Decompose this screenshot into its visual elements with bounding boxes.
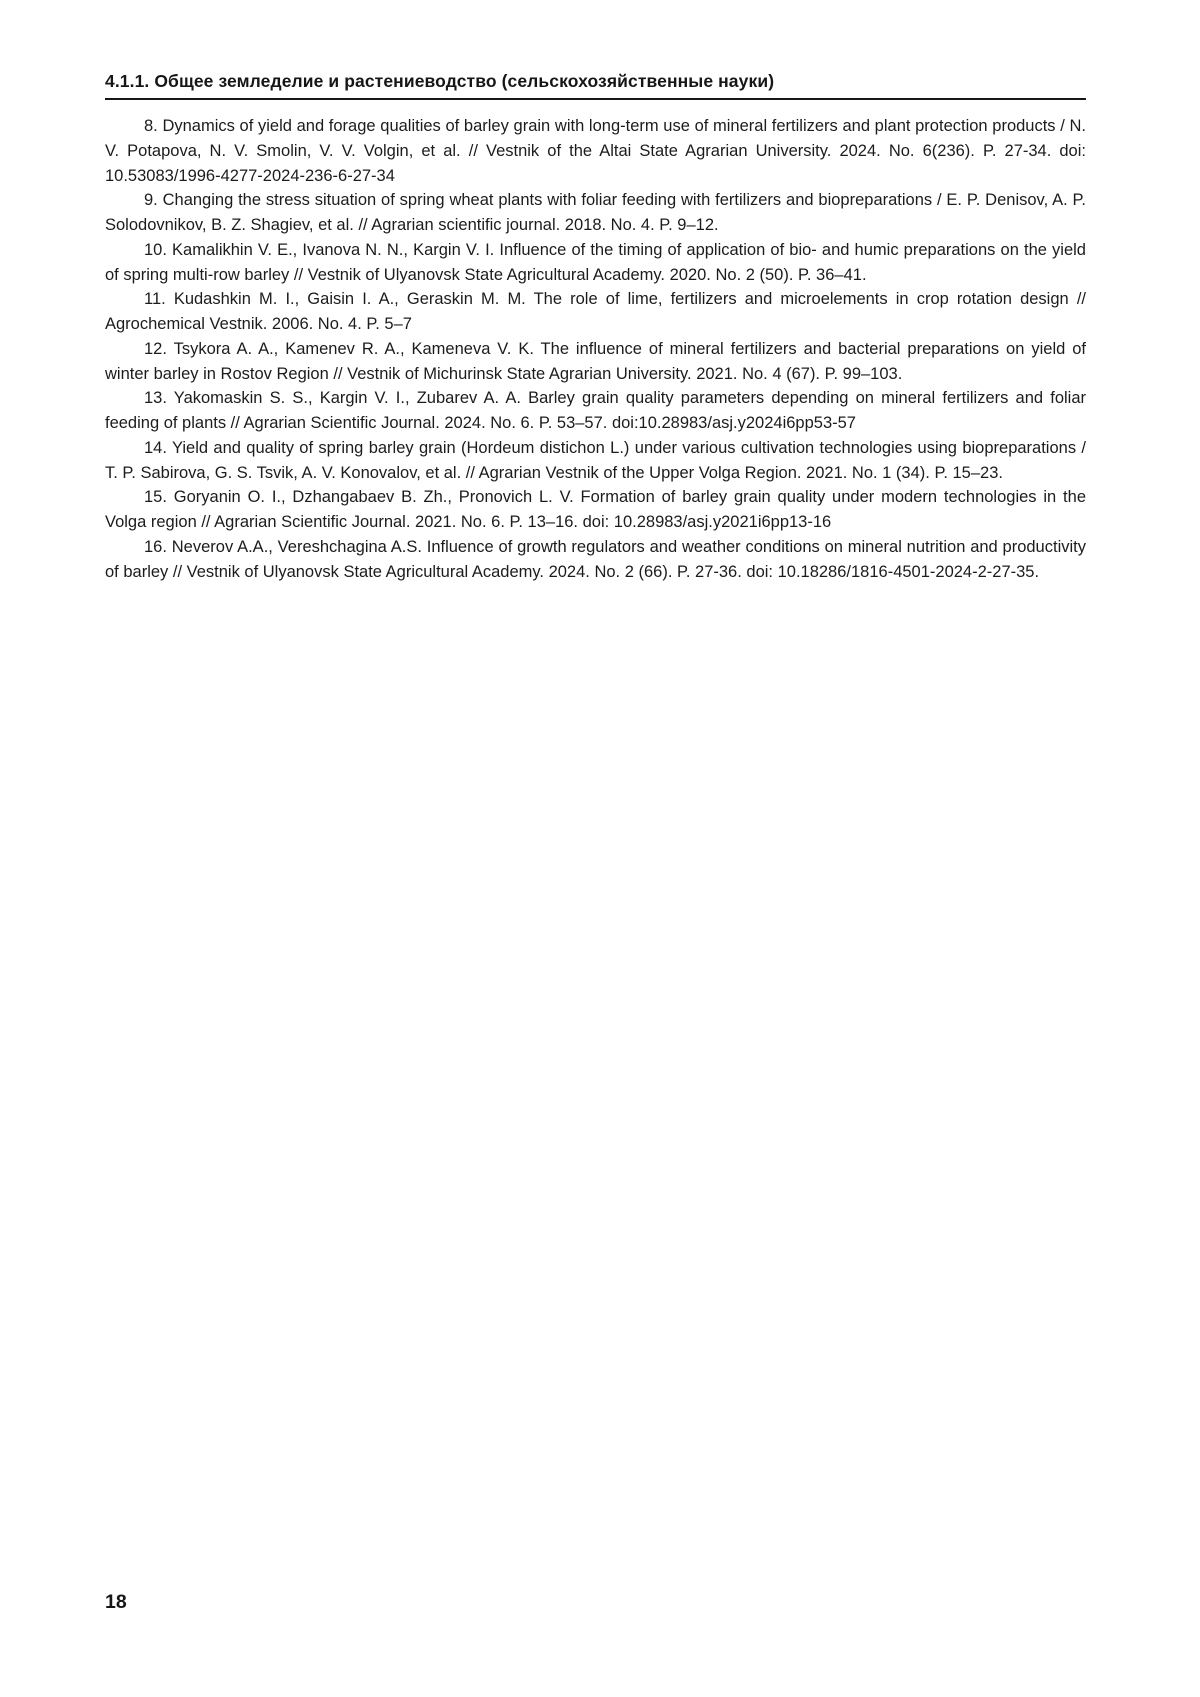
- page-content: [105, 70, 1086, 584]
- reference-item: 13. Yakomaskin S. S., Kargin V. I., Zubarev A. A. Barley grain quality parameters depending on mineral fertilizers and foliar feeding of plants // Agrarian Scientific Journal. 2024. No. 6. P. 53–57. doi:10.28983/asj.y2024i6pp53-57: [105, 389, 1086, 432]
- reference-item: 12. Tsykora A. A., Kamenev R. A., Kameneva V. K. The influence of mineral fertilizers and bacterial preparations on yield of winter barley in Rostov Region // Vestnik of Michurinsk State Agrarian University. 2021. No. 4 (67). P. 99–103.: [105, 339, 1086, 383]
- reference-item: 8. Dynamics of yield and forage qualities of barley grain with long-term use of mineral fertilizers and plant protection products / N. V. Potapova, N. V. Smolin, V. V. Volgin, et al. // Vestnik of the Altai State Agrarian University. 2024. No. 6(236). P. 27-34. doi: 10.53083/1996-4277-2024-236-6-27-34: [105, 117, 1086, 185]
- references-list: [105, 114, 1086, 584]
- reference-item: 16. Neverov A.A., Vereshchagina A.S. Influence of growth regulators and weather conditions on mineral nutrition and productivity of barley // Vestnik of Ulyanovsk State Agricultural Academy. 2024. No. 2 (66). P. 27-36. doi: 10.18286/1816-4501-2024-2-27-35.: [105, 537, 1086, 581]
- section-heading: 4.1.1. Общее земледелие и растениеводство (сельскохозяйственные науки): [105, 70, 1086, 100]
- page-number: 18: [105, 1591, 127, 1613]
- reference-item: 15. Goryanin O. I., Dzhangabaev B. Zh., Pronovich L. V. Formation of barley grain quality under modern technologies in the Volga region // Agrarian Scientific Journal. 2021. No. 6. P. 13–16. doi: 10.28983/asj.y2021i6pp13-16: [105, 488, 1086, 531]
- reference-item: 9. Changing the stress situation of spring wheat plants with foliar feeding with fertilizers and biopreparations / E. P. Denisov, A. P. Solodovnikov, B. Z. Shagiev, et al. // Agrarian scientific journal. 2018. No. 4. P. 9–12.: [105, 191, 1086, 234]
- reference-item: 14. Yield and quality of spring barley grain (Hordeum distichon L.) under various cultivation technologies using biopreparations / T. P. Sabirova, G. S. Tsvik, A. V. Konovalov, et al. // Agrarian Vestnik of the Upper Volga Region. 2021. No. 1 (34). P. 15–23.: [105, 438, 1086, 482]
- reference-item: 11. Kudashkin M. I., Gaisin I. A., Geraskin M. M. The role of lime, fertilizers and microelements in crop rotation design // Agrochemical Vestnik. 2006. No. 4. P. 5–7: [105, 290, 1086, 333]
- reference-item: 10. Kamalikhin V. E., Ivanova N. N., Kargin V. I. Influence of the timing of application of bio- and humic preparations on the yield of spring multi-row barley // Vestnik of Ulyanovsk State Agricultural Academy. 2020. No. 2 (50). P. 36–41.: [105, 240, 1086, 284]
